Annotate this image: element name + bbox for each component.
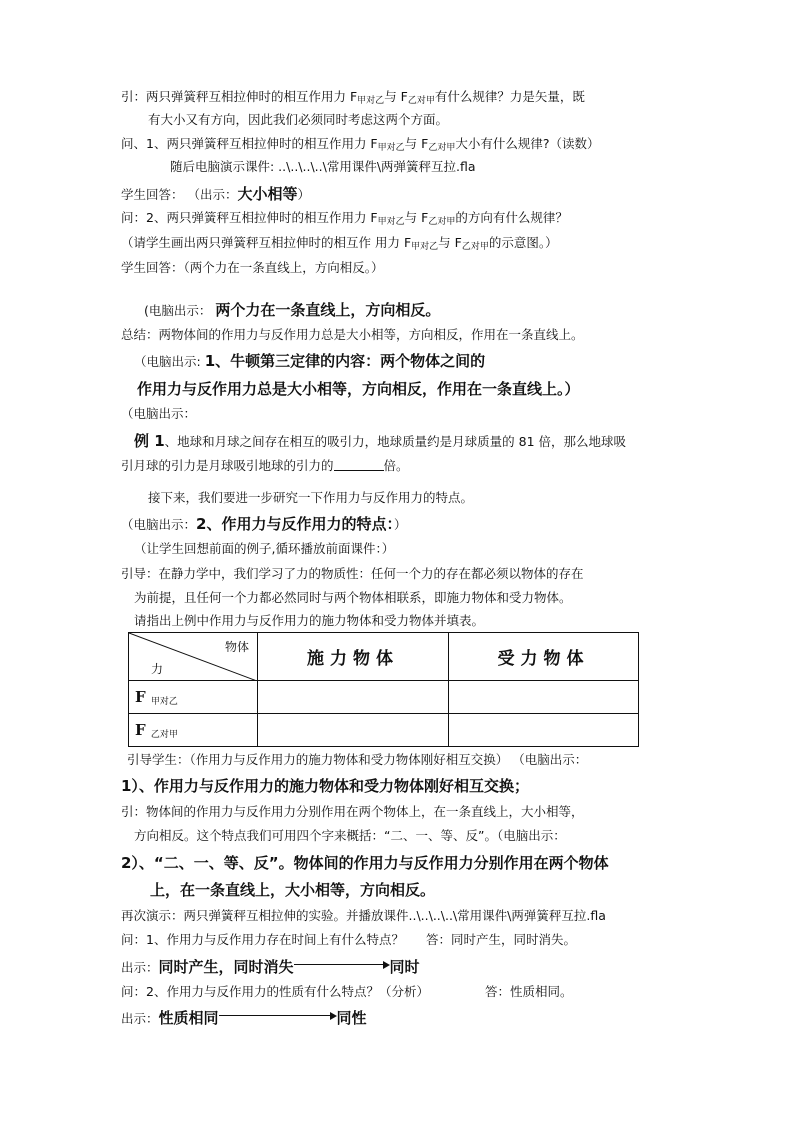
intro-line-2: 有大小又有方向，因此我们必须同时考虑这两个方面。 (148, 112, 449, 127)
cell-receiving-1[interactable] (449, 681, 639, 714)
demo-again-line: 再次演示：两只弹簧秤互相拉伸的实验。并播放课件..\..\..\..\常用课件\两弹簧秤互拉.fla (121, 908, 606, 923)
feature-1: 1）、作用力与反作用力的施力物体和受力物体刚好相互交换； (121, 777, 529, 795)
table-row (129, 681, 639, 714)
student-answer-2: 学生回答：（两个力在一条直线上，方向相反。） (121, 260, 384, 275)
cell-applying-1[interactable] (258, 681, 449, 714)
show-same-nature: 出示：性质相同 同性 (121, 1009, 367, 1027)
example-1-line-2: 引月球的引力是月球吸引地球的引力的 倍。 (121, 458, 409, 473)
next-step-line: 接下来，我们要进一步研究一下作用力与反作用力的特点。 (148, 490, 474, 505)
newton-third-law-1: （电脑出示: 1、牛顿第三定律的内容：两个物体之间的 (134, 352, 486, 370)
row-label-f-a-on-b: F $_{甲对乙}$ (129, 681, 258, 714)
table-row (129, 714, 639, 747)
computer-show-2: （电脑出示： (121, 406, 197, 421)
guide-line-1: 引导：在静力学中，我们学习了力的物质性：任何一个力的存在都必须以物体的存在 (121, 566, 584, 581)
example-1-line-1: 例 1、地球和月球之间存在相互的吸引力，地球质量约是月球质量的 81 倍，那么地球吸 (134, 432, 627, 450)
intro-feature-line-2: 方向相反。这个特点我们可用四个字来概括：“二、一、等、反”。（电脑出示： (134, 828, 566, 843)
feature-2-line-1: 2）、“二、一、等、反”。物体间的作用力与反作用力分别作用在两个物体 (121, 854, 609, 872)
guide-students-line: 引导学生：（作用力与反作用力的施力物体和受力物体刚好相互交换） （电脑出示： (127, 752, 588, 767)
nature-question: 问：2、作用力与反作用力的性质有什么特点？（分析） 答：性质相同。 (121, 984, 573, 999)
features-heading: （电脑出示：2、作用力与反作用力的特点：） (121, 515, 407, 533)
student-answer-1: 学生回答： （出示：大小相等） (121, 185, 311, 203)
feature-2-line-2: 上，在一条直线上，大小相等，方向相反。 (150, 881, 436, 899)
guide-line-2: 为前提，且任何一个力都必然同时与两个物体相联系，即施力物体和受力物体。 (134, 590, 572, 605)
computer-show-1: (电脑出示： 两个力在一条直线上，方向相反。 (144, 301, 441, 319)
row-label-f-b-on-a: F $_{乙对甲}$ (129, 714, 258, 747)
answer-blank[interactable] (334, 458, 384, 471)
header-applying-object: 施力物体 (258, 633, 449, 681)
cell-receiving-2[interactable] (449, 714, 639, 747)
draw-instruction: （请学生画出两只弹簧秤互相拉伸时的相互作 用力 $F_{甲对乙}$与 $F_{乙对甲}$的示意图。） (121, 235, 558, 252)
newton-third-law-2: 作用力与反作用力总是大小相等，方向相反，作用在一条直线上。） (137, 380, 580, 398)
intro-feature-line-1: 引：物体间的作用力与反作用力分别作用在两个物体上，在一条直线上，大小相等， (121, 804, 584, 819)
question-1: 问、1、两只弹簧秤互相拉伸时的相互作用力 $F_{甲对乙}$与 $F_{乙对甲}$大小有什么规律?（读数） (121, 136, 600, 153)
table-instruction: 请指出上例中作用力与反作用力的施力物体和受力物体并填表。 (134, 613, 485, 628)
show-simultaneous: 出示：同时产生，同时消失 同时 (121, 958, 420, 976)
table-header-row (129, 633, 639, 681)
intro-line-1: 引：两只弹簧秤互相拉伸时的相互作用力 $F_{甲对乙}$与 $F_{乙对甲}$有什么规律？力是矢量，既 (121, 89, 585, 106)
time-question: 问：1、作用力与反作用力存在时间上有什么特点？ 答：同时产生，同时消失。 (121, 932, 576, 947)
recall-line: （让学生回想前面的例子,循环播放前面课件：） (134, 541, 395, 556)
header-receiving-object: 受力物体 (449, 633, 639, 681)
table-corner-cell (129, 633, 258, 681)
force-object-table (128, 632, 639, 747)
corner-label-force: 力 (151, 662, 164, 676)
right-arrow-icon (219, 1012, 337, 1020)
summary-line: 总结：两物体间的作用力与反作用力总是大小相等，方向相反，作用在一条直线上。 (121, 327, 584, 342)
corner-label-object: 物体 (224, 640, 249, 654)
cell-applying-2[interactable] (258, 714, 449, 747)
demo-courseware-line: 随后电脑演示课件: ..\..\..\..\常用课件\两弹簧秤互拉.fla (170, 159, 476, 174)
question-2: 问：2、两只弹簧秤互相拉伸时的相互作用力 $F_{甲对乙}$与 $F_{乙对甲}$的方向有什么规律？ (121, 210, 568, 227)
right-arrow-icon (294, 961, 390, 969)
